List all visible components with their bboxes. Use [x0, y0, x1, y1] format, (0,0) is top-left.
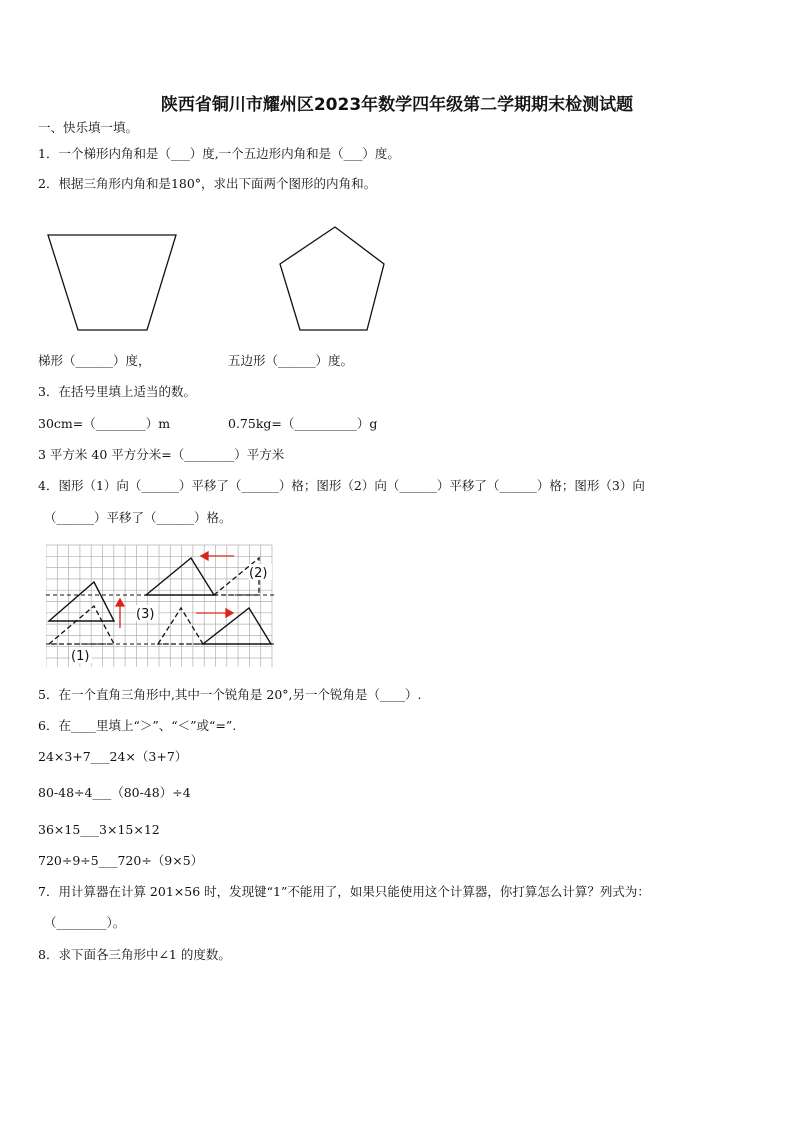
question-3a: 30cm=（________）m	[38, 416, 171, 431]
question-3b: 0.75kg=（__________）g	[228, 416, 378, 431]
question-3c: 3 平方米 40 平方分米=（________）平方米	[38, 447, 285, 462]
label-2: (2)	[249, 566, 268, 581]
arrow-right-head	[226, 609, 233, 617]
page-title: 陕西省铜川市耀州区2023年数学四年级第二学期期末检测试题	[160, 95, 634, 115]
question-1: 1．一个梯形内角和是（___）度,一个五边形内角和是（___）度。	[38, 146, 400, 161]
question-5: 5．在一个直角三角形中,其中一个锐角是 20°,另一个锐角是（____）.	[38, 687, 422, 702]
pentagon-answer: 五边形（______）度。	[228, 353, 354, 368]
question-3: 3．在括号里填上适当的数。	[38, 384, 196, 399]
question-6d: 720÷9÷5___720÷（9×5）	[38, 853, 204, 868]
section-heading: 一、快乐填一填。	[38, 120, 139, 135]
translation-grid	[46, 543, 274, 671]
question-6: 6．在____里填上“＞”、“＜”或“=”.	[38, 718, 237, 733]
label-1: (1)	[71, 649, 90, 664]
question-6c: 36×15___3×15×12	[38, 822, 160, 837]
question-7-line1: 7．用计算器在计算 201×56 时，发现键“1”不能用了，如果只能使用这个计算器，你打算怎么计算？列式为：	[38, 884, 650, 899]
trapezoid-answer: 梯形（______）度，	[38, 353, 151, 368]
label-3: (3)	[136, 607, 155, 622]
question-6b: 80-48÷4___（80-48）÷4	[38, 785, 191, 800]
trapezoid-figure	[45, 225, 185, 335]
question-4-line1: 4．图形（1）向（______）平移了（______）格；图形（2）向（______）平移了（______）格；图形（3）向	[38, 478, 645, 493]
triangle-2-solid	[146, 558, 214, 595]
arrow-up-head	[116, 599, 124, 606]
question-6a: 24×3+7___24×（3+7）	[38, 749, 188, 764]
question-2: 2．根据三角形内角和是180°，求出下面两个图形的内角和。	[38, 176, 377, 191]
pentagon-figure	[275, 222, 390, 334]
question-4-line2: （______）平移了（______）格。	[44, 510, 232, 525]
question-8: 8．求下面各三角形中∠1 的度数。	[38, 947, 231, 962]
question-7-line2: （________）。	[44, 915, 126, 930]
